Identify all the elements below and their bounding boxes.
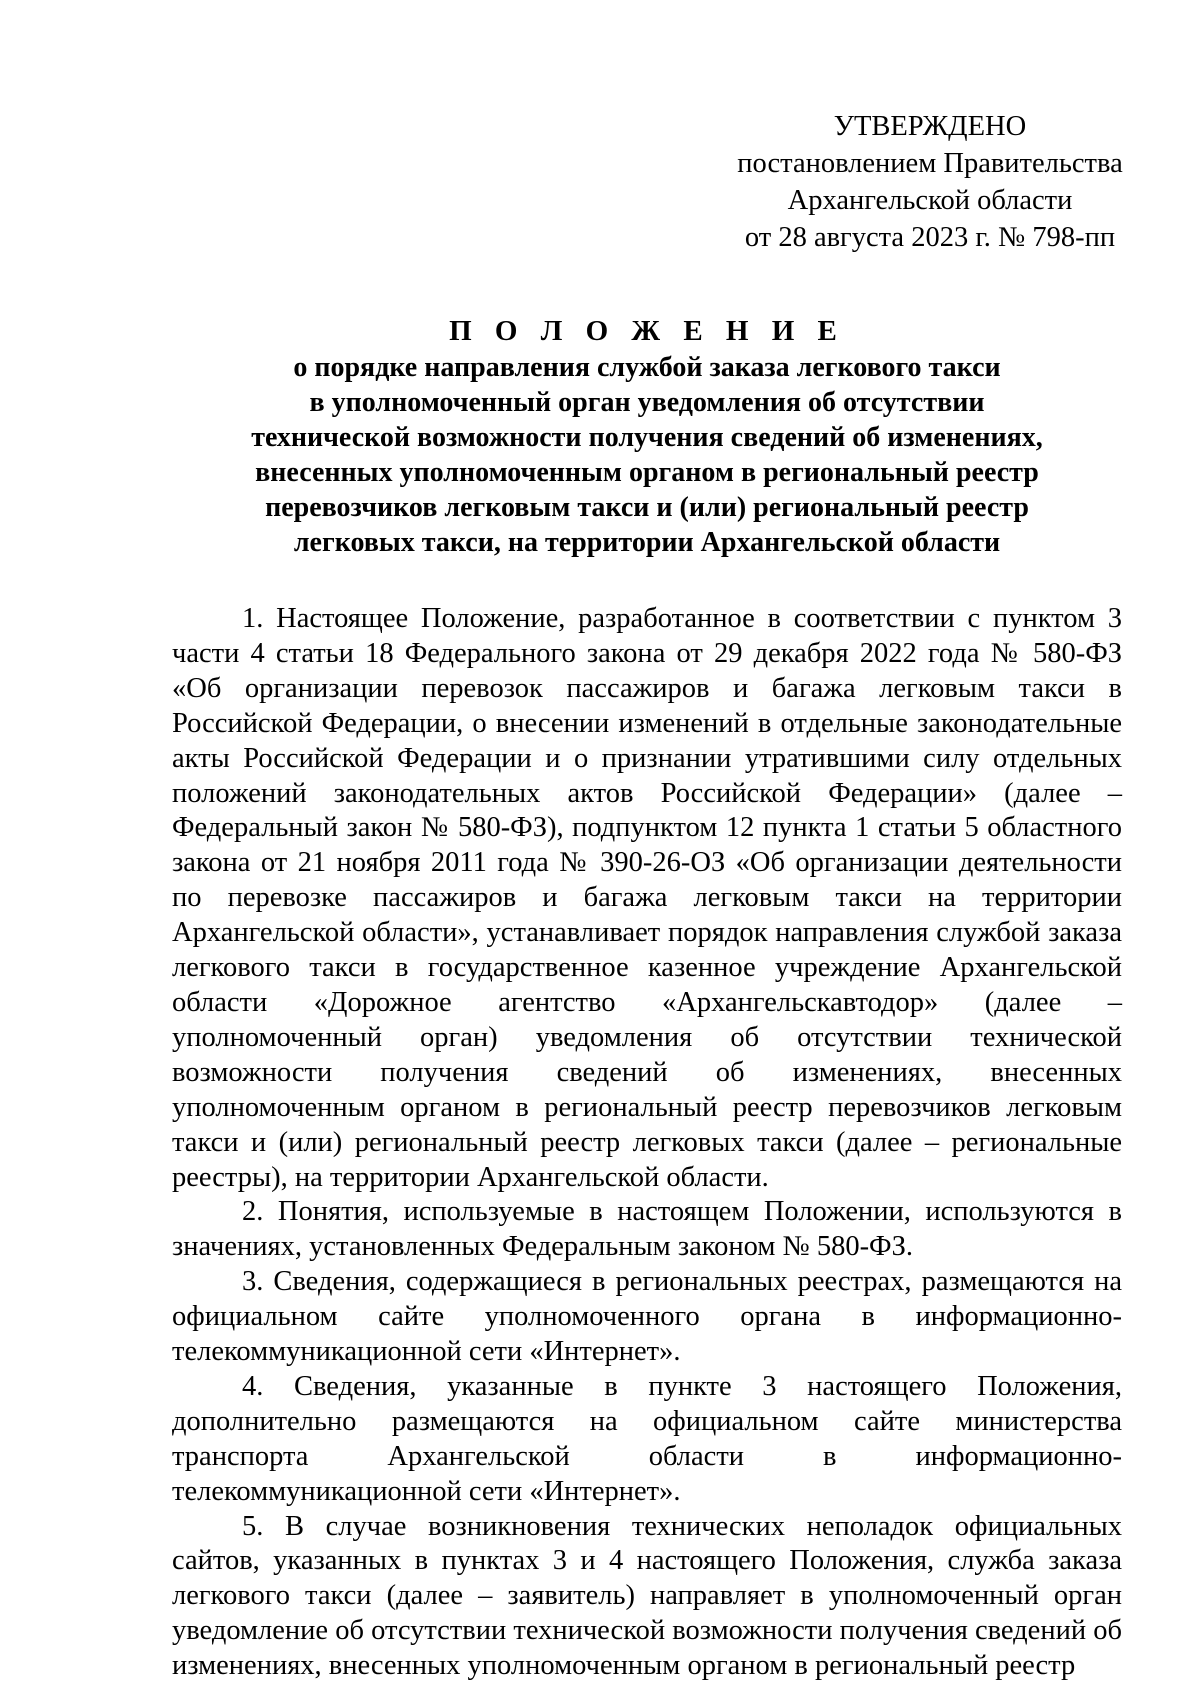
approval-line-decree: постановлением Правительства: [737, 148, 1123, 179]
approval-heading: УТВЕРЖДЕНО: [833, 111, 1027, 142]
subtitle-line: легковых такси, на территории Архангельской области: [293, 527, 1001, 558]
approval-line-region: Архангельской области: [787, 185, 1073, 216]
paragraph-3: 3. Сведения, содержащиеся в региональных реестрах, размещаются на официальном сайте уполномоченного органа в информационно-телекоммуникационной сети «Интернет».: [172, 1266, 1122, 1368]
paragraph-1: 1. Настоящее Положение, разработанное в соответствии с пунктом 3 части 4 статьи 18 Федерального закона от 29 декабря 2022 года № 580-ФЗ «Об организации перевозок пассажиров и багажа легковым такси в Российской Федерации, о внесении изменений в отдельные законодательные акты Российской Федерации и о признании утратившими силу отдельных положений законодательных актов Российской Федерации» (далее – Федеральный закон № 580-ФЗ), подпунктом 12 пункта 1 статьи 5 областного закона от 21 ноября 2011 года № 390-26-ОЗ «Об организации деятельности по перевозке пассажиров и багажа легковым такси на территории Архангельской области», устанавливает порядок направления службой заказа легкового такси в государственное казенное учреждение Архангельской области «Дорожное агентство «Архангельскавтодор» (далее – уполномоченный орган) уведомления об отсутствии технической возможности получения сведений об изменениях, внесенных уполномоченным органом в региональный реестр перевозчиков легковым такси и (или) региональный реестр легковых такси (далее – региональные реестры), на территории Архангельской области.: [172, 603, 1122, 1193]
document-body: [172, 602, 1122, 1684]
subtitle-line: технической возможности получения сведений об изменениях,: [251, 422, 1043, 453]
paragraph-2: 2. Понятия, используемые в настоящем Положении, используются в значениях, установленных Федеральным законом № 580-ФЗ.: [172, 1196, 1122, 1263]
approval-stamp: [730, 108, 1130, 256]
paragraph-5: 5. В случае возникновения технических неполадок официальных сайтов, указанных в пунктах 3 и 4 настоящего Положения, служба заказа легкового такси (далее – заявитель) направляет в уполномоченный орган уведомление об отсутствии технической возможности получения сведений об изменениях, внесенных уполномоченным органом в региональный реестр: [172, 1510, 1122, 1682]
document-title: П О Л О Ж Е Н И Е: [449, 315, 845, 347]
subtitle-line: перевозчиков легковым такси и (или) региональный реестр: [265, 492, 1029, 523]
subtitle-line: о порядке направления службой заказа легкового такси: [293, 352, 1001, 383]
document-title-block: [172, 312, 1122, 560]
paragraph-4: 4. Сведения, указанные в пункте 3 настоящего Положения, дополнительно размещаются на официальном сайте министерства транспорта Архангельской области в информационно-телекоммуникационной сети «Интернет».: [172, 1370, 1122, 1507]
subtitle-line: внесенных уполномоченным органом в региональный реестр: [255, 457, 1039, 488]
approval-line-date-number: от 28 августа 2023 г. № 798-пп: [744, 222, 1116, 253]
subtitle-line: в уполномоченный орган уведомления об отсутствии: [309, 387, 985, 418]
document-subtitle: [172, 350, 1122, 560]
